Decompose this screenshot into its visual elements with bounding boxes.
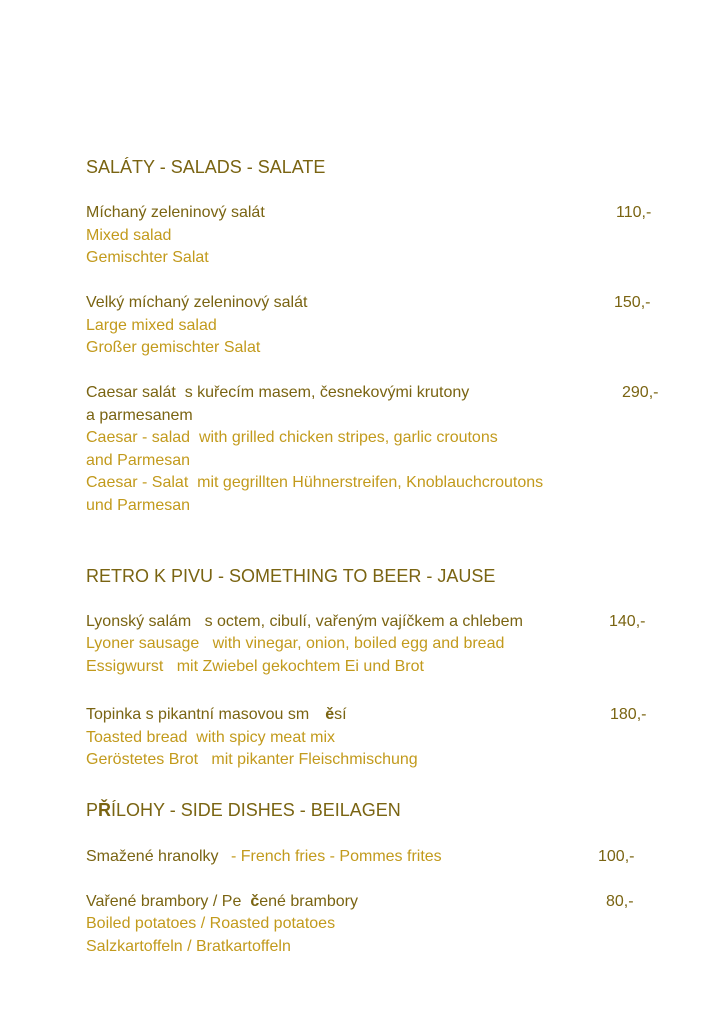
- item-name-cz-part: Topinka s pikantní masovou sm: [86, 706, 310, 723]
- section-heading-retro: RETRO K PIVU - SOMETHING TO BEER - JAUSE: [86, 566, 496, 586]
- item-name-en: Mixed salad: [86, 227, 172, 244]
- heading-char: Ř: [98, 800, 112, 820]
- heading-part: P: [86, 800, 99, 820]
- item-price: 100,-: [598, 848, 635, 865]
- item-name-cz-char: č: [250, 893, 260, 910]
- item-name-en: Caesar - salad with grilled chicken stripes, garlic croutons: [86, 429, 498, 446]
- item-name-cz-char: ě: [325, 706, 335, 723]
- item-name-cz-cont: a parmesanem: [86, 407, 193, 424]
- section-heading-sides: [86, 798, 401, 822]
- item-name-de: Salzkartoffeln / Bratkartoffeln: [86, 938, 291, 955]
- item-name-en-cont: and Parmesan: [86, 452, 191, 469]
- item-price: 110,-: [616, 204, 652, 221]
- item-price: 140,-: [609, 613, 646, 630]
- item-name-de: Großer gemischter Salat: [86, 339, 261, 356]
- item-name-cz: Míchaný zeleninový salát: [86, 204, 265, 221]
- item-name-cz: [86, 891, 358, 913]
- item-translation: - French fries - Pommes frites: [226, 848, 442, 865]
- item-name-en: Lyoner sausage with vinegar, onion, boiled egg and bread: [86, 635, 505, 652]
- item-name-cz: [86, 846, 442, 868]
- item-name-en: Large mixed salad: [86, 317, 217, 334]
- item-name-cz: Velký míchaný zeleninový salát: [86, 294, 308, 311]
- item-name-de: Gemischter Salat: [86, 249, 209, 266]
- item-price: 180,-: [610, 706, 647, 723]
- item-name-cz: Lyonský salám s octem, cibulí, vařeným vajíčkem a chlebem: [86, 613, 523, 630]
- item-name-cz: Caesar salát s kuřecím masem, česnekovými krutony: [86, 384, 470, 401]
- item-name-cz-part: Smažené hranolky: [86, 848, 219, 865]
- item-price: 150,-: [614, 294, 651, 311]
- item-name-en: Boiled potatoes / Roasted potatoes: [86, 915, 336, 932]
- section-heading-salads: SALÁTY - SALADS - SALATE: [86, 157, 326, 177]
- item-name-de: Geröstetes Brot mit pikanter Fleischmischung: [86, 751, 418, 768]
- item-price: 290,-: [622, 384, 659, 401]
- item-name-cz: [86, 704, 347, 726]
- item-name-cz-part: ené brambory: [259, 893, 358, 910]
- item-name-de: Essigwurst mit Zwiebel gekochtem Ei und Brot: [86, 658, 424, 675]
- item-name-cz-part: Vařené brambory / Pe: [86, 893, 242, 910]
- item-name-en: Toasted bread with spicy meat mix: [86, 729, 335, 746]
- item-name-de: Caesar - Salat mit gegrillten Hühnerstreifen, Knoblauchcroutons: [86, 474, 544, 491]
- item-name-cz-part: sí: [334, 706, 347, 723]
- item-name-de-cont: und Parmesan: [86, 497, 191, 514]
- item-price: 80,-: [606, 893, 634, 910]
- heading-part: ÍLOHY - SIDE DISHES - BEILAGEN: [111, 800, 401, 820]
